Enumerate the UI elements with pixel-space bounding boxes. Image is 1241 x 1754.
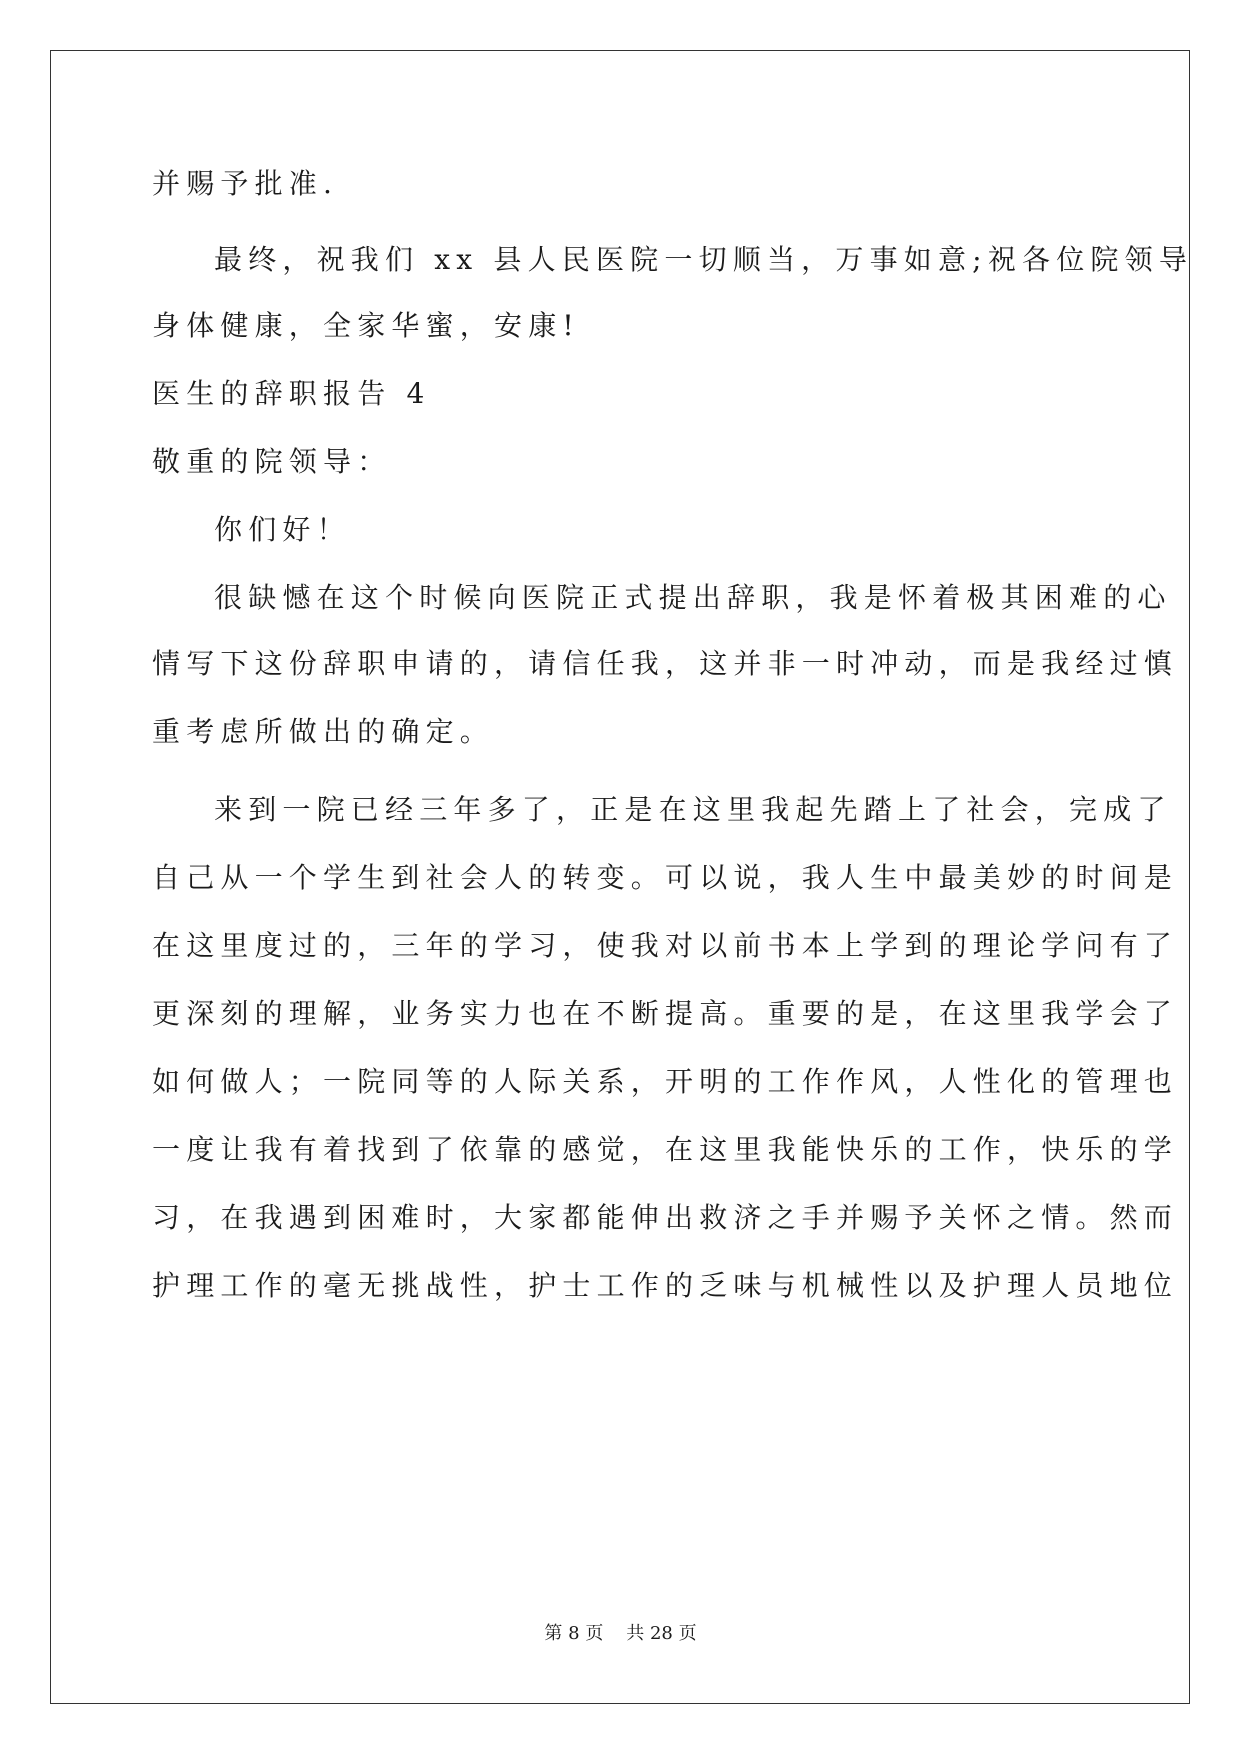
text-line: 一度让我有着找到了依靠的感觉，在这里我能快乐的工作，快乐的学 — [152, 1133, 1179, 1166]
section-heading: 医生的辞职报告 4 — [152, 377, 431, 410]
text-line: 护理工作的毫无挑战性，护士工作的乏味与机械性以及护理人员地位 — [152, 1269, 1179, 1302]
text-line: 自己从一个学生到社会人的转变。可以说，我人生中最美妙的时间是 — [152, 861, 1179, 894]
text-line: 如何做人；一院同等的人际关系，开明的工作作风，人性化的管理也 — [152, 1065, 1179, 1098]
page-number: 第 8 页 — [544, 1623, 604, 1644]
text-line: 更深刻的理解，业务实力也在不断提高。重要的是，在这里我学会了 — [152, 997, 1179, 1030]
text-line: 在这里度过的，三年的学习，使我对以前书本上学到的理论学问有了 — [152, 929, 1179, 962]
page-footer — [0, 1619, 1241, 1645]
greeting: 你们好！ — [214, 513, 351, 546]
text-line: 来到一院已经三年多了，正是在这里我起先踏上了社会，完成了 — [214, 793, 1172, 826]
salutation: 敬重的院领导： — [152, 445, 392, 478]
text-line: 习，在我遇到困难时，大家都能伸出救济之手并赐予关怀之情。然而 — [152, 1201, 1179, 1234]
text-line: 并赐予批准. — [152, 167, 339, 200]
text-line: 很缺憾在这个时候向医院正式提出辞职，我是怀着极其困难的心 — [214, 581, 1172, 614]
page-total: 共 28 页 — [626, 1623, 697, 1644]
text-line: 重考虑所做出的确定。 — [152, 715, 495, 748]
text-line: 最终，祝我们 xx 县人民医院一切顺当，万事如意;祝各位院领导 — [214, 243, 1194, 276]
text-line: 情写下这份辞职申请的，请信任我，这并非一时冲动，而是我经过慎 — [152, 647, 1179, 680]
text-line: 身体健康，全家华蜜，安康! — [152, 309, 580, 342]
